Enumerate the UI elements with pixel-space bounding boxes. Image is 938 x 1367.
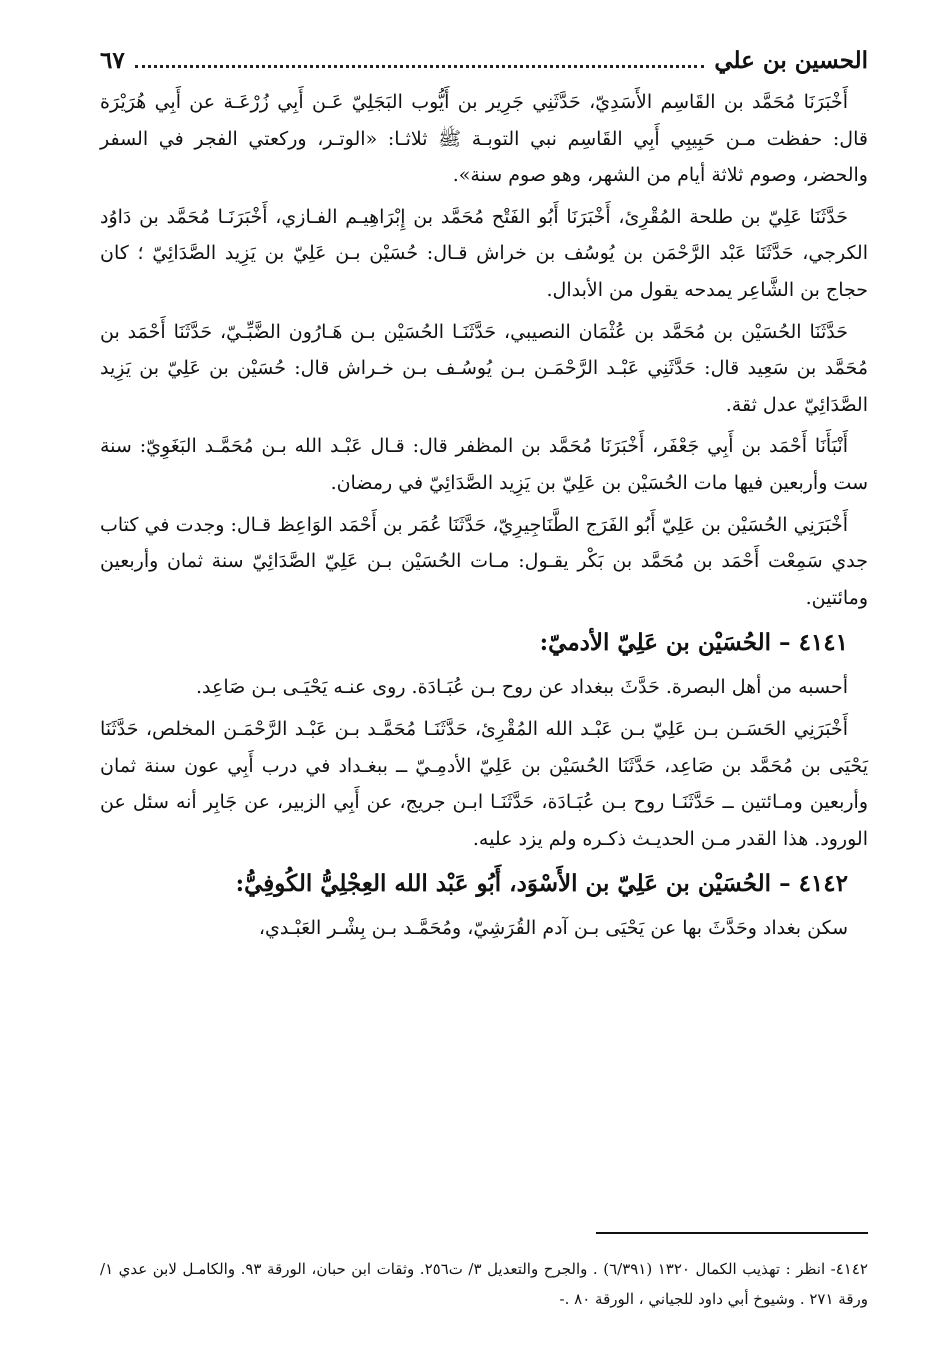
page-header: [100, 40, 868, 80]
footnotes: [100, 1254, 868, 1314]
paragraph: أحسبه من أهل البصرة. حَدَّثَ ببغداد عن روح بـن عُبَـادَة. روى عنـه يَحْيَـى بـن صَاعِد.: [196, 676, 848, 699]
paragraph: حَدَّثَنَا عَلِيّ بن طلحة المُقْرِئ، أَخْبَرَنَا أَبُو الفَتْح مُحَمَّد بن إِبْرَاهِيـم الفـازي، أَخْبَرَنَـا مُحَمَّد بن دَاوُد الكرجي، حَدَّثَنَا عَبْد الرَّحْمَن بن يُوسُف بن خراش قـال: حُسَيْن بـن عَلِيّ بن يَزِيد الصَّدَائِيّ ؛ كان حجاج بن الشَّاعِر يمدحه يقول من الأبدال.: [100, 205, 868, 301]
page-number: ٦٧: [100, 46, 125, 74]
paragraph: أَخْبَرَنِي الحُسَيْن بن عَلِيّ أَبُو الفَرَج الطَّنَاجِيرِيّ، حَدَّثَنَا عُمَر بن أَحْمَد الوَاعِظ قـال: وجدت في كتاب جدي سَمِعْت أَحْمَد بن مُحَمَّد بن بَكْر يقـول: مـات الحُسَيْن بـن عَلِيّ الصَّدَائِيّ سنة ثمان وأربعين ومائتين.: [100, 513, 868, 609]
paragraph: سكن بغداد وحَدَّثَ بها عن يَحْيَى بـن آدم القُرَشِيّ، ومُحَمَّـد بـن بِشْـر العَبْـدي،: [258, 917, 848, 940]
paragraph: أَنْبَأَنَا أَحْمَد بن أَبِي جَعْفَر، أَخْبَرَنَا مُحَمَّد بن المظفر قال: قـال عَبْـد الله بـن مُحَمَّـد البَغَوِيّ: سنة ست وأربعين فيها مات الحُسَيْن بن عَلِيّ بن يَزِيد الصَّدَائِيّ في رمضان.: [100, 435, 868, 494]
main-text: [100, 84, 868, 952]
paragraph: حَدَّثَنَا الحُسَيْن بن مُحَمَّد بن عُثْمَان النصيبي، حَدَّثَنَـا الحُسَيْن بـن هَـارُون الضَّبِّـيّ، حَدَّثَنَا أَحْمَد بن مُحَمَّد بن سَعِيد قال: حَدَّثَنِي عَبْـد الرَّحْمَـن بـن يُوسُـف بـن خـراش قال: حُسَيْن بن عَلِيّ بن يَزِيد الصَّدَائِيّ عدل ثقة.: [100, 320, 868, 416]
dotted-leader: [135, 65, 705, 68]
running-title: الحسين بن علي: [714, 46, 868, 74]
paragraph: أَخْبَرَنَا مُحَمَّد بن القَاسِم الأَسَدِيّ، حَدَّثَنِي جَرِير بن أَيُّوب البَجَلِيّ عَـن أَبِي زُرْعَـة عن أَبِي هُرَيْرَة قال: حفظت مـن حَبِيبِي أَبِي القَاسِم نبي التوبـة ﷺ ثلاثـا: «الوتـر، وركعتي الفجر في السفر والحضر، وصوم ثلاثة أيام من الشهر، وهو صوم سنة».: [100, 91, 868, 187]
footnote-4142: ٤١٤٢- انظر : تهذيب الكمال ١٣٢٠ (٦/٣٩١) . والجرح والتعديل ٣/ ت٢٥٦. وثقات ابن حبان، الورقة ٩٣. والكامـل لابن عدي ١/ ورقة ٢٧١ . وشيوخ أبي داود للجياني ، الورقة ٨٠ .-: [100, 1260, 868, 1308]
entry-heading-4141: ٤١٤١ – الحُسَيْن بن عَلِيّ الأدميّ:: [539, 629, 848, 657]
paragraph: أَخْبَرَنِي الحَسَـن بـن عَلِيّ بـن عَبْـد الله المُقْرِئ، حَدَّثَنَـا مُحَمَّـد بـن عَبْـد الرَّحْمَـن المخلص، حَدَّثَنَا يَحْيَى بن مُحَمَّد بن صَاعِد، حَدَّثَنَا الحُسَيْن بن عَلِيّ الأدمِـيّ ــ ببغـداد في درب أَبِي عون سنة ثمان وأربعين ومـائتين ــ حَدَّثَنَـا روح بـن عُبَـادَة، حَدَّثَنَـا ابـن جريج، عن أَبِي الزبير، عن جَابِر أنه سئل عن الورود. هذا القدر مـن الحديـث ذكـره ولم يزد عليه.: [100, 717, 868, 850]
footnote-separator: [596, 1232, 868, 1234]
entry-heading-4142: ٤١٤٢ – الحُسَيْن بن عَلِيّ بن الأَسْوَد، أَبُو عَبْد الله العِجْلِيُّ الكُوفِيُّ:: [235, 870, 848, 898]
